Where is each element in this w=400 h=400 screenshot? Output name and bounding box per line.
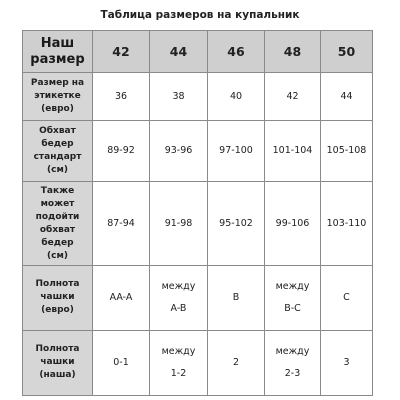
cell-line: 101-104 (272, 145, 313, 157)
cell-line: 2 (232, 356, 240, 368)
row-cup-euro-header (23, 266, 93, 330)
corner-label-line: размер (30, 51, 85, 67)
table-cell (208, 181, 265, 265)
cell-line: 38 (172, 90, 185, 102)
row-header-line: чашки (40, 357, 75, 368)
row-header-line: (евро) (41, 305, 74, 316)
table-row (23, 266, 373, 330)
table-cell (208, 330, 265, 395)
cell-line: C (343, 291, 350, 303)
table-row (23, 181, 373, 265)
header-size-46: 46 (208, 31, 265, 73)
row-header-line: этикетке (34, 91, 81, 102)
row-header-line: Размер на (30, 78, 85, 89)
row-header-line: (наша) (39, 370, 76, 381)
cell-line: 89-92 (107, 145, 135, 157)
table-cell (93, 330, 150, 395)
table-cell (321, 181, 373, 265)
table-cell (321, 73, 373, 121)
table-row (23, 330, 373, 395)
row-hip-standard-header (23, 121, 93, 181)
table-row (23, 73, 373, 121)
header-corner-our-size (23, 31, 93, 73)
header-size-48: 48 (265, 31, 321, 73)
page-title: Таблица размеров на купальник (100, 9, 300, 21)
cell-line: 99-106 (275, 217, 310, 229)
table-cell (265, 181, 321, 265)
cell-line: между (275, 345, 310, 357)
table-cell (93, 266, 150, 330)
header-size-50: 50 (321, 31, 373, 73)
table-cell (150, 266, 208, 330)
row-header-line: Обхват (39, 126, 76, 137)
cell-line: B-C (284, 302, 301, 314)
table-cell (93, 73, 150, 121)
cell-line: 1-2 (170, 367, 187, 379)
row-header-line: Полнота (35, 279, 80, 290)
table-cell (321, 330, 373, 395)
row-header-line: Также (40, 185, 75, 196)
row-header-line: (см) (47, 250, 68, 261)
cell-line: между (275, 280, 310, 292)
corner-label-line: Наш (40, 35, 75, 51)
table-cell (150, 330, 208, 395)
row-header-line: (евро) (41, 104, 74, 115)
header-size-42: 42 (93, 31, 150, 73)
table-cell (321, 121, 373, 181)
row-header-line: чашки (40, 292, 75, 303)
cell-line: 87-94 (107, 217, 135, 229)
row-header-line: подойти (35, 211, 80, 222)
row-header-line: может (40, 198, 75, 209)
cell-line: 97-100 (219, 145, 253, 157)
table-cell (150, 121, 208, 181)
cell-line: 40 (229, 90, 243, 102)
cell-line: B (232, 291, 240, 303)
table-header-row (23, 31, 373, 73)
size-chart-table (22, 30, 373, 396)
cell-line: 93-96 (164, 145, 193, 157)
cell-line: 0-1 (113, 356, 129, 368)
table-cell (265, 121, 321, 181)
table-cell (93, 181, 150, 265)
row-header-line: стандарт (33, 152, 82, 163)
cell-line: AA-A (109, 291, 133, 303)
table-row (23, 121, 373, 181)
cell-line: 91-98 (164, 217, 193, 229)
cell-line: A-B (170, 302, 187, 314)
table-cell (265, 73, 321, 121)
table-cell (208, 73, 265, 121)
cell-line: 105-108 (326, 145, 367, 157)
cell-line: 3 (343, 356, 350, 368)
row-header-line: бедер (41, 139, 74, 150)
table-cell (150, 181, 208, 265)
cell-line: 103-110 (326, 217, 367, 229)
cell-line: 44 (340, 90, 353, 102)
table-cell (93, 121, 150, 181)
cell-line: 2-3 (284, 367, 301, 379)
row-header-line: (см) (47, 165, 68, 176)
table-cell (208, 266, 265, 330)
table-cell (150, 73, 208, 121)
row-header-line: Полнота (35, 344, 80, 355)
row-header-line: обхват (39, 224, 76, 235)
row-header-line: бедер (41, 237, 74, 248)
cell-line: 36 (114, 90, 128, 102)
table-cell (208, 121, 265, 181)
header-size-44: 44 (150, 31, 208, 73)
cell-line: 95-102 (219, 217, 253, 229)
cell-line: между (161, 280, 196, 292)
cell-line: между (161, 345, 196, 357)
table-cell (265, 266, 321, 330)
row-hip-alternative-header (23, 181, 93, 265)
table-cell (321, 266, 373, 330)
row-label-size-euro-header (23, 73, 93, 121)
cell-line: 42 (286, 90, 299, 102)
table-cell (265, 330, 321, 395)
row-cup-ours-header (23, 330, 93, 395)
